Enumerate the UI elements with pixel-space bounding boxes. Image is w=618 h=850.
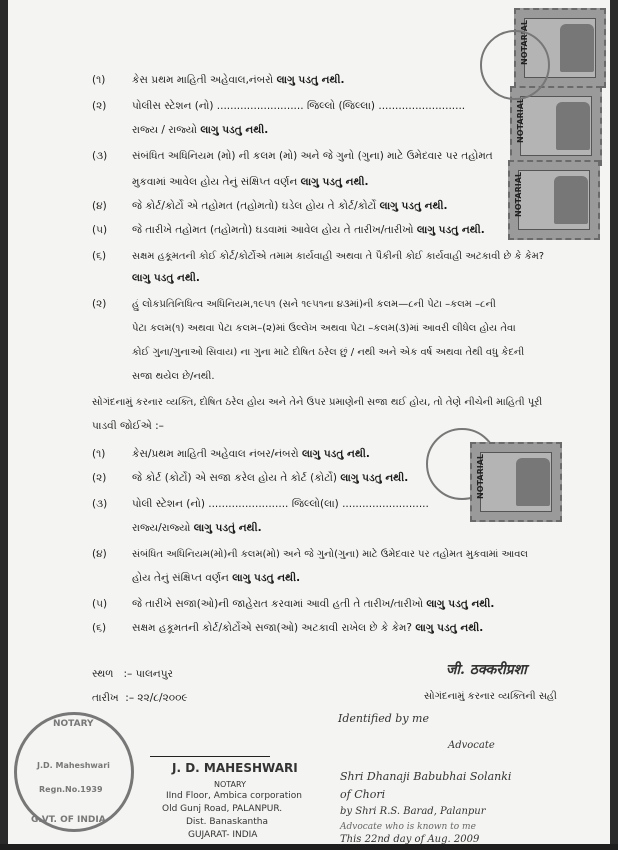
scan-edge-left	[0, 0, 8, 850]
document-page: NOTARIAL NOTARIAL NOTARIAL (૧) કેસ પ્રથમ માહિતી અહેવાલ,નંબરો લાગુ પડતુ નથી. (૨) પોલીસ સ્ટેશન (નો) .......................... જિલ્લો (જિલ્લા) .......................... રાજ્ય / રાજ્યો લાગુ પડતુ નથી. (૩) સંબંધિત અધિનિયમ (મો) ની કલમ (મો) અને જે ગુનો (ગુના) માટે ઉમેદવાર પર તહોમત મુકવામાં આવેલ હોય તેનું સંક્ષિપ્ત વર્ણન લાગુ પડતુ નથી. (૪) જે કોર્ટ/કોર્ટો એ તહોમત (તહોમતો) ઘડેલ હોય તે કોર્ટ/કોર્ટો લાગુ પડતુ નથી. (૫) જે તારીખે તહોમત (તહોમતો) ઘડવામાં આવેલ હોય તે તારીખ/તારીખો લાગુ પડતુ નથી. (૬) સક્ષમ હકૂમતની કોઈ કોર્ટ/કોર્ટોએ તમામ કાર્યવાહી અથવા તે પૈકીની કોઈ કાર્યવાહી અટકાવી છે કે કેમ? લાગુ પડતુ નથી. (૨) હું લોકપ્રતિનિધિત્વ અધિનિયમ,૧૯૫૧ (સને ૧૯૫૧ના ૪૩માં)ની કલમ—૮ની પેટા –કલમ –૮ની પેટા કલમ(૧) અથવા પેટા કલમ–(૨)માં ઉલ્લેખ અથવા પેટા –કલમ(૩)માં આવરી લીધેલ હોય તેવા કોઈ ગુના/ગુનાઓ સિવાય) ના ગુના માટે દોષિત ઠરેલ છું / નથી અને એક વર્ષ અથવા તેથી વધુ કેદની સજા થયેલ છે/નથી. સોગંદનામું કરનાર વ્યક્તિ, દોષિત ઠરેલ હોય અને તેને ઉપર પ્રમાણેની સજા થઈ હોય, તો તેણે નીચેની માહિતી પૂરી પાડવી જોઈએ :– NOTARIAL (૧) કેસ/પ્રથમ માહિતી અહેવાલ નંબર/નંબરો લાગુ પડતુ નથી. (૨) જે કોર્ટ (કોર્ટો) એ સજા કરેલ હોય તે કોર્ટ (કોર્ટો) લાગુ પડતુ નથી. (૩) પોલી સ્ટેશન (નો) ........................ જિલ્લો(લા) .......................... રાજ્ય/રાજ્યો લાગુ પડતું નથી. (૪) સંબંધિત અધિનિયમ(મો)ની કલમ(મો) અને જે ગુનો(ગુના) માટે ઉમેદવાર પર તહોમત મુકવામાં આવલ હોય તેનું સંક્ષિપ્ત વર્ણન લાગુ પડતુ નથી. (૫) જે તારીખે સજા(ઓ)ની જાહેરાત કરવામાં આવી હતી તે તારીખ/તારીખો લાગુ પડતુ નથી. (૬) સક્ષમ હકૂમતની કોર્ટ/કોર્ટોએ સજા(ઓ) અટકાવી રાખેલ છે કે કેમ? લાગુ પડતુ નથી. સ્થળ :– પાલનપુર તારીખ :– ૨૨/૮/૨૦૦૯ जी. ठक्करीप्रशा સોગંદનામું કરનાર વ્યક્તિની સહી Identified by me Advocate NOTARY G.VT. OF INDIA J.D. Maheshwari Regn.No.1939 J. D. MAHESHWARI NOTARY IInd Floor, Ambica corporation Old Gunj Road, PALANPUR. Dist. Banaskantha GUJARAT- INDIA Shri Dhanaji Babubhai Solanki of Chori by Shri R.S. Barad, Palanpur Advocate who is known to me This 22nd day of Aug. 2009	[0, 0, 618, 850]
para-line: કોઈ ગુના/ગુનાઓ સિવાય) ના ગુના માટે દોષિત ઠરેલ છું / નથી અને એક વર્ષ અથવા તેથી વધુ કેદની	[132, 347, 525, 358]
scan-edge-right	[610, 0, 618, 850]
notarial-stamp-3: NOTARIAL	[508, 160, 600, 240]
notary-address-3: Dist. Banaskantha	[186, 817, 268, 827]
notary-address-4: GUJARAT- INDIA	[188, 830, 258, 840]
item-text: પોલી સ્ટેશન (નો) ........................ જિલ્લો(લા) ..........................	[132, 498, 429, 510]
item-text: સક્ષમ હકૂમતની કોર્ટ/કોર્ટોએ સજા(ઓ) અટકાવી રાખેલ છે કે કેમ? લાગુ પડતુ નથી.	[132, 622, 484, 634]
item-text: મુકવામાં આવેલ હોય તેનું સંક્ષિપ્ત વર્ણન લાગુ પડતુ નથી.	[132, 176, 369, 188]
emblem-icon	[516, 458, 550, 506]
deponent-caption: સોગંદનામું કરનાર વ્યક્તિની સહી	[424, 691, 557, 702]
intro-line-2: પાડવી જોઈએ :–	[92, 420, 164, 432]
item-text: કેસ પ્રથમ માહિતી અહેવાલ,નંબરો લાગુ પડતુ નથી.	[132, 74, 345, 86]
attestation-line-1: Shri Dhanaji Babubhai Solanki	[340, 770, 512, 783]
notary-round-seal: NOTARY G.VT. OF INDIA J.D. Maheshwari Regn.No.1939	[14, 712, 134, 832]
notarial-stamp-2: NOTARIAL	[510, 86, 602, 166]
intro-line-1: સોગંદનામું કરનાર વ્યક્તિ, દોષિત ઠરેલ હોય અને તેને ઉપર પ્રમાણેની સજા થઈ હોય, તો તેણે નીચેની માહિતી પૂરી	[92, 397, 543, 408]
notary-sign-line	[150, 756, 270, 757]
para-line: પેટા કલમ(૧) અથવા પેટા કલમ–(૨)માં ઉલ્લેખ અથવા પેટા –કલમ(૩)માં આવરી લીધેલ હોય તેવા	[132, 323, 516, 334]
item-status: લાગુ પડતુ નથી.	[132, 272, 200, 284]
item-text: જે કોર્ટ (કોર્ટો) એ સજા કરેલ હોય તે કોર્ટ (કોર્ટો) લાગુ પડતુ નથી.	[132, 472, 409, 484]
emblem-icon	[554, 176, 588, 224]
item-text: કેસ/પ્રથમ માહિતી અહેવાલ નંબર/નંબરો લાગુ પડતુ નથી.	[132, 448, 370, 460]
notary-name: J. D. MAHESHWARI	[172, 761, 298, 775]
notary-title: NOTARY	[214, 780, 246, 789]
attestation-line-3: by Shri R.S. Barad, Palanpur	[340, 806, 486, 817]
notarial-stamp-1: NOTARIAL	[514, 8, 606, 88]
scan-edge-bottom	[0, 844, 618, 850]
notary-round-seal-top	[480, 30, 550, 100]
notary-address-1: IInd Floor, Ambica corporation	[166, 791, 302, 801]
emblem-icon	[556, 102, 590, 150]
para-line: હું લોકપ્રતિનિધિત્વ અધિનિયમ,૧૯૫૧ (સને ૧૯૫૧ના ૪૩માં)ની કલમ—૮ની પેટા –કલમ –૮ની	[132, 299, 496, 310]
attestation-line-2: of Chori	[340, 788, 386, 801]
notarial-stamp-4: NOTARIAL	[470, 442, 562, 522]
item-text: જે તારીખે તહોમત (તહોમતો) ઘડવામાં આવેલ હોય તે તારીખ/તારીખો લાગુ પડતુ નથી.	[132, 224, 485, 236]
item-text: હોય તેનું સંક્ષિપ્ત વર્ણન લાગુ પડતુ નથી.	[132, 572, 301, 584]
item-text: રાજ્ય/રાજ્યો લાગુ પડતું નથી.	[132, 522, 262, 534]
attestation-line-5: This 22nd day of Aug. 2009	[340, 834, 480, 845]
attestation-line-4: Advocate who is known to me	[340, 822, 476, 832]
item-text: જે તારીખે સજા(ઓ)ની જાહેરાત કરવામાં આવી હતી તે તારીખ/તારીખો લાગુ પડતુ નથી.	[132, 598, 495, 610]
item-text: સક્ષમ હકૂમતની કોઈ કોર્ટ/કોર્ટોએ તમામ કાર્યવાહી અથવા તે પૈકીની કોઈ કાર્યવાહી અટકાવી છે કે કેમ?	[132, 251, 545, 262]
emblem-icon	[560, 24, 594, 72]
notary-address-2: Old Gunj Road, PALANPUR.	[162, 804, 283, 814]
item-text: સંબંધિત અધિનિયમ (મો) ની કલમ (મો) અને જે ગુનો (ગુના) માટે ઉમેદવાર પર તહોમત	[132, 150, 493, 162]
handwriting-advocate: Advocate	[448, 740, 495, 751]
item-text: પોલીસ સ્ટેશન (નો) .......................... જિલ્લો (જિલ્લા) ..........................	[132, 100, 466, 112]
date-row: તારીખ :– ૨૨/૮/૨૦૦૯	[92, 692, 188, 704]
deponent-signature: जी. ठक्करीप्रशा	[446, 662, 527, 678]
item-text: સંબંધિત અધિનિયમ(મો)ની કલમ(મો) અને જે ગુનો(ગુના) માટે ઉમેદવાર પર તહોમત મુકવામાં આવલ	[132, 549, 528, 560]
place-row: સ્થળ :– પાલનપુર	[92, 668, 173, 680]
item-text: રાજ્ય / રાજ્યો લાગુ પડતુ નથી.	[132, 124, 269, 136]
handwriting-identified: Identified by me	[338, 712, 429, 725]
para-line: સજા થયેલ છે/નથી.	[132, 371, 215, 382]
item-text: જે કોર્ટ/કોર્ટો એ તહોમત (તહોમતો) ઘડેલ હોય તે કોર્ટ/કોર્ટો લાગુ પડતુ નથી.	[132, 200, 448, 212]
